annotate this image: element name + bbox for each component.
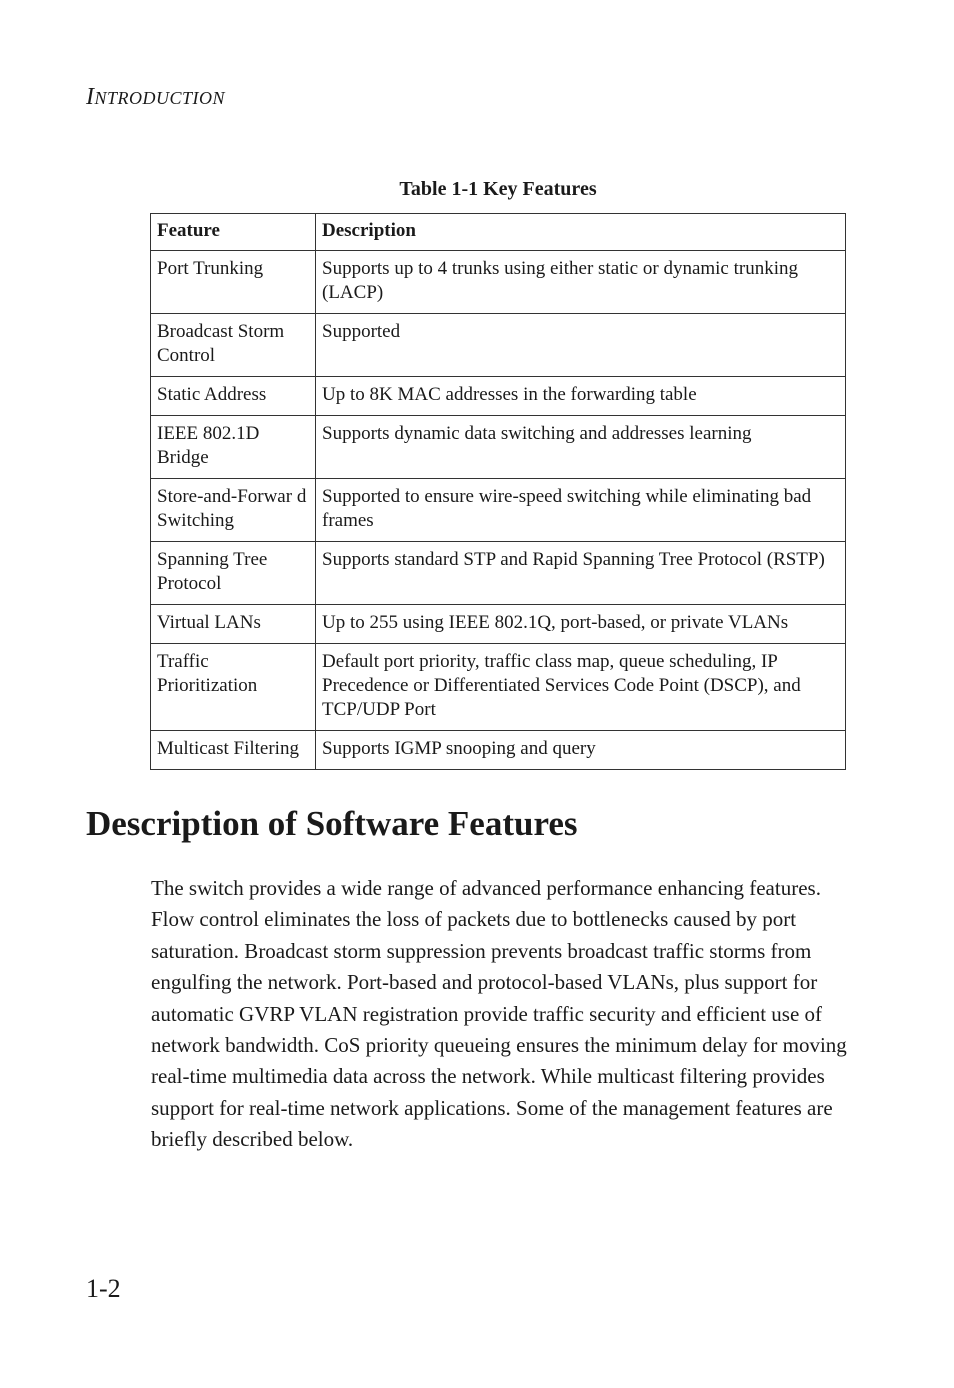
section-body-paragraph: The switch provides a wide range of advanced performance enhancing features. Flow control eliminates the loss of packets due to bottlenecks caused by port saturation. Broadcast storm suppression prevents broadcast traffic storms from engulfing the network. Port-based and protocol-based VLANs, plus support for automatic GVRP VLAN registration provide traffic security and efficient use of network bandwidth. CoS priority queueing ensures the minimum delay for moving real-time multimedia data across the network. While multicast filtering provides support for real-time network applications. Some of the management features are briefly described below. bbox=[151, 876, 847, 1152]
key-features-table bbox=[150, 213, 846, 770]
feature-cell: Store-and-Forwar d Switching bbox=[151, 479, 316, 542]
description-cell: Supports up to 4 trunks using either static or dynamic trunking (LACP) bbox=[316, 251, 846, 314]
table-row bbox=[151, 542, 846, 605]
description-cell: Supports dynamic data switching and addresses learning bbox=[316, 416, 846, 479]
running-header-text: NTRODUCTION bbox=[94, 88, 226, 108]
table-row bbox=[151, 644, 846, 731]
feature-cell: Virtual LANs bbox=[151, 605, 316, 644]
feature-cell: Port Trunking bbox=[151, 251, 316, 314]
description-cell: Supported bbox=[316, 314, 846, 377]
feature-cell: IEEE 802.1D Bridge bbox=[151, 416, 316, 479]
table-row bbox=[151, 479, 846, 542]
table-header-row bbox=[151, 214, 846, 251]
description-cell: Supports standard STP and Rapid Spanning Tree Protocol (RSTP) bbox=[316, 542, 846, 605]
column-header-feature: Feature bbox=[151, 214, 316, 251]
description-cell: Default port priority, traffic class map, queue scheduling, IP Precedence or Differentiated Services Code Point (DSCP), and TCP/UDP Port bbox=[316, 644, 846, 731]
feature-cell: Multicast Filtering bbox=[151, 731, 316, 770]
table-row bbox=[151, 377, 846, 416]
description-cell: Supports IGMP snooping and query bbox=[316, 731, 846, 770]
column-header-description: Description bbox=[316, 214, 846, 251]
feature-cell: Traffic Prioritization bbox=[151, 644, 316, 731]
running-header bbox=[86, 84, 225, 111]
description-cell: Supported to ensure wire-speed switching while eliminating bad frames bbox=[316, 479, 846, 542]
page-number: 1-2 bbox=[86, 1274, 121, 1303]
table-row bbox=[151, 605, 846, 644]
description-cell: Up to 8K MAC addresses in the forwarding table bbox=[316, 377, 846, 416]
feature-cell: Static Address bbox=[151, 377, 316, 416]
feature-cell: Spanning Tree Protocol bbox=[151, 542, 316, 605]
section-title: Description of Software Features bbox=[86, 804, 578, 843]
table-row bbox=[151, 416, 846, 479]
running-header-initial: I bbox=[86, 84, 95, 110]
table-row bbox=[151, 314, 846, 377]
table-caption: Table 1-1 Key Features bbox=[399, 178, 597, 200]
feature-cell: Broadcast Storm Control bbox=[151, 314, 316, 377]
table-row bbox=[151, 251, 846, 314]
description-cell: Up to 255 using IEEE 802.1Q, port-based, or private VLANs bbox=[316, 605, 846, 644]
table-row bbox=[151, 731, 846, 770]
